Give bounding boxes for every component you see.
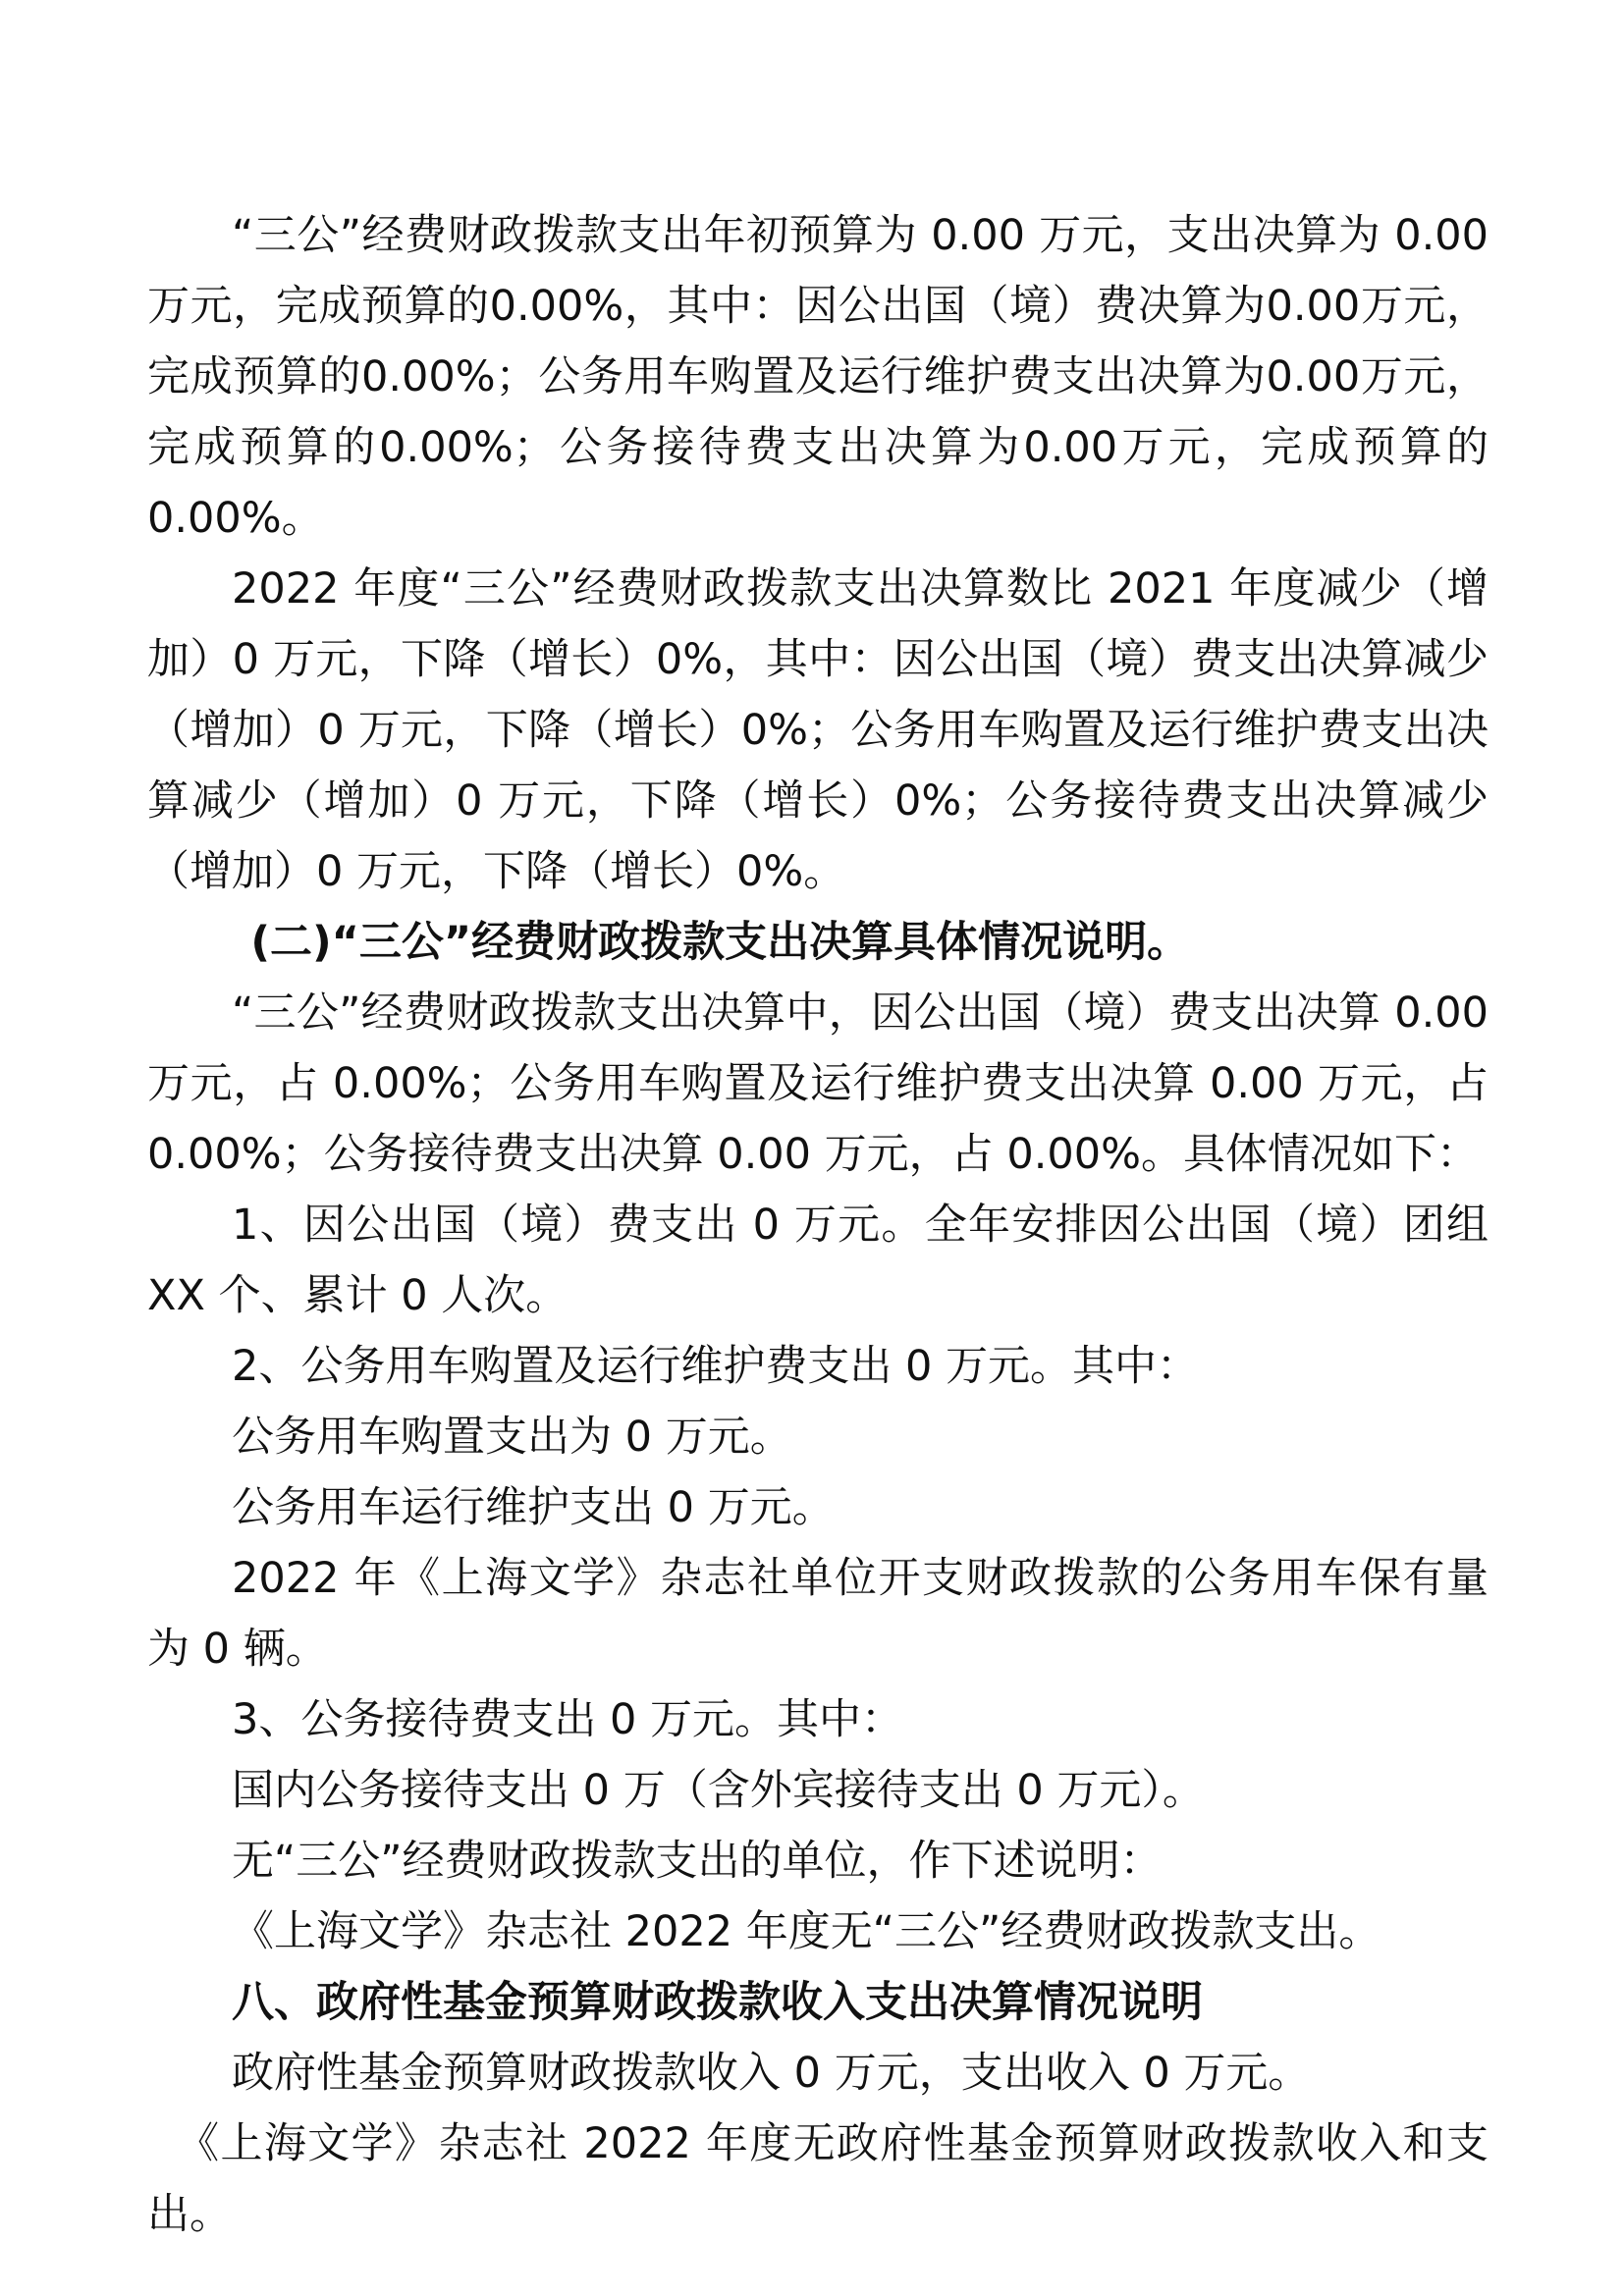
paragraph-vehicle-count: 2022 年《上海文学》杂志社单位开支财政拨款的公务用车保有量为 0 辆。 <box>147 1554 1489 1674</box>
section-heading-government-fund: 八、政府性基金预算财政拨款收入支出决算情况说明 <box>232 1978 1203 2027</box>
paragraph-government-fund: 政府性基金预算财政拨款收入 0 万元，支出收入 0 万元。 <box>232 2049 1311 2098</box>
paragraph-vehicle-purchase: 公务用车购置支出为 0 万元。 <box>232 1413 792 1462</box>
paragraph-year-comparison: 2022 年度“三公”经费财政拨款支出决算数比 2021 年度减少（增加）0 万元，下降（增长）0%，其中：因公出国（境）费支出决算减少（增加）0 万元，下降（增长）0%；公务用车购置及运行维护费支出决算减少（增加）0 万元，下降（增长）0%；公务接待费支出决算减少（增加）0 万元，下降（增长）0%。 <box>147 564 1489 896</box>
paragraph-vehicle-maintenance: 公务用车运行维护支出 0 万元。 <box>232 1483 835 1532</box>
paragraph-domestic-reception: 国内公务接待支出 0 万（含外宾接待支出 0 万元）。 <box>232 1766 1205 1815</box>
paragraph-breakdown: “三公”经费财政拨款支出决算中，因公出国（境）费支出决算 0.00 万元，占 0.00%；公务用车购置及运行维护费支出决算 0.00 万元，占 0.00%；公务接待费支出决算 0.00 万元，占 0.00%。具体情况如下： <box>147 988 1489 1179</box>
document-page <box>147 200 1489 2250</box>
section-heading-details: (二)“三公”经费财政拨款支出决算具体情况说明。 <box>250 918 1190 967</box>
paragraph-item-3: 3、公务接待费支出 0 万元。其中： <box>232 1695 904 1744</box>
paragraph-item-2: 2、公务用车购置及运行维护费支出 0 万元。其中： <box>232 1342 1200 1391</box>
paragraph-budget-summary: “三公”经费财政拨款支出年初预算为 0.00 万元，支出决算为 0.00 万元，完成预算的0.00%，其中：因公出国（境）费决算为0.00万元，完成预算的0.00%；公务用车购置及运行维护费支出决算为0.00万元，完成预算的0.00%；公务接待费支出决算为0.00万元，完成预算的0.00%。 <box>147 211 1489 543</box>
paragraph-no-expense-statement: 《上海文学》杂志社 2022 年度无“三公”经费财政拨款支出。 <box>232 1907 1381 1956</box>
paragraph-no-expense-note: 无“三公”经费财政拨款支出的单位，作下述说明： <box>232 1837 1163 1886</box>
paragraph-government-fund-statement: 《上海文学》杂志社 2022 年度无政府性基金预算财政拨款收入和支出。 <box>147 2119 1489 2239</box>
paragraph-item-1: 1、因公出国（境）费支出 0 万元。全年安排因公出国（境）团组 XX 个、累计 0 人次。 <box>147 1201 1489 1320</box>
